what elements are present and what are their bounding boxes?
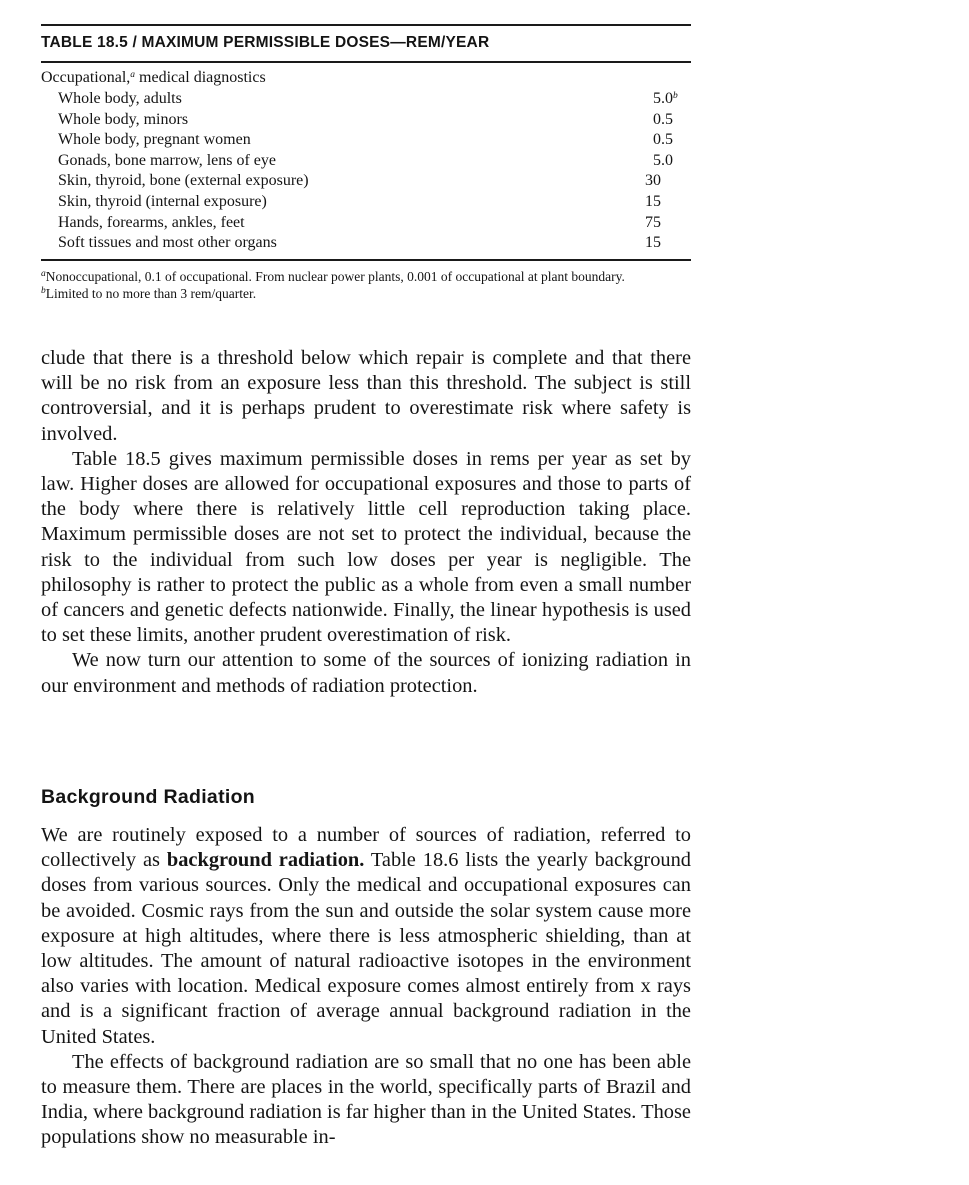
row-label: Skin, thyroid, bone (external exposure) [58,172,309,190]
paragraph-start: We are routinely exposed to a number of sources of radiation, referred to collectively as [41,824,691,872]
paragraph-end: Table 18.6 lists the yearly background doses from various sources. Only the medical and occupational exposures can be avoided. Cosmic rays from the sun and outside the solar system cause more exposure at high altitudes, where there is less atmospheric shielding, than at low altitudes. The amount of natural radioactive isotopes in the environment also varies with location. Medical exposure comes almost entirely from x rays and is a significant fraction of average annual background radiation in the United States. [41,849,691,1048]
row-value: 30 [645,172,661,190]
table-group-label-rest: medical diagnostics [135,69,266,86]
paragraph: The effects of background radiation are so small that no one has been able to measure them. There are places in the world, specifically parts of Brazil and India, where background radiation is far higher than in the United States. Those populations show no measurable in- [41,1050,691,1149]
footnote-mark-b: b [673,91,678,101]
footnote-a-mark: a [41,269,46,279]
table-bottom-rule [41,259,691,261]
row-value: 0.5 [653,131,673,149]
table-row [41,233,691,254]
footnote-mark-a: a [130,70,136,80]
table-body [41,89,691,254]
table-row [41,151,691,172]
footnote-a [41,268,691,285]
paragraph: Table 18.5 gives maximum permissible doses in rems per year as set by law. Higher doses are allowed for occupational exposures and those to parts of the body where there is relatively little cell reproduction taking place. Maximum permissible doses are not set to protect the individual, because the risk to the individual from such low doses per year is negligible. The philosophy is rather to protect the public as a whole from even a small number of cancers and genetic defects nationwide. Finally, the linear hypothesis is used to set these limits, another prudent overestimation of risk. [41,447,691,647]
paragraph: clude that there is a threshold below which repair is complete and that there will be no risk from an exposure less than this threshold. The subject is still controversial, and it is perhaps prudent to overestimate risk where safety is involved. [41,347,691,445]
row-value: 0.5 [653,110,673,128]
section-heading: Background Radiation [41,786,256,808]
table-title: TABLE 18.5 / MAXIMUM PERMISSIBLE DOSES—REM/YEAR [41,34,490,51]
row-label: Hands, forearms, ankles, feet [58,213,245,231]
row-label: Skin, thyroid (internal exposure) [58,192,267,210]
table-group-label-text: Occupational, [41,69,131,86]
row-value: 15 [645,192,661,210]
row-value: 5.0 [653,151,673,169]
table-row [41,130,691,151]
body-text-upper [41,346,691,699]
table-group-label [41,68,266,88]
table-row [41,110,691,131]
row-label: Gonads, bone marrow, lens of eye [58,151,277,169]
paragraph: We now turn our attention to some of the sources of ionizing radiation in our environment and methods of radiation protection. [41,649,691,697]
footnote-b-mark: b [41,286,46,296]
table-title-rule [41,61,691,63]
row-label: Soft tissues and most other organs [58,234,277,252]
footnote-a-text: Nonoccupational, 0.1 of occupational. From nuclear power plants, 0.001 of occupational at plant boundary. [45,269,625,284]
footnote-b-text: Limited to no more than 3 rem/quarter. [45,286,257,301]
body-text-lower [41,823,691,1151]
table-top-rule [41,24,691,26]
key-term: background radiation. [166,849,365,872]
table-footnotes [41,268,691,302]
table-row [41,171,691,192]
row-value: 5.0$^b$ [653,90,678,107]
paragraph [41,823,691,1050]
row-label: Whole body, minors [58,110,189,128]
row-value: 15 [645,234,661,252]
row-label: Whole body, pregnant women [58,131,251,149]
row-value: 75 [645,213,661,231]
table-row [41,213,691,234]
row-label: Whole body, adults [58,90,182,107]
table-row [41,192,691,213]
table-row [41,89,691,110]
footnote-b [41,285,691,302]
